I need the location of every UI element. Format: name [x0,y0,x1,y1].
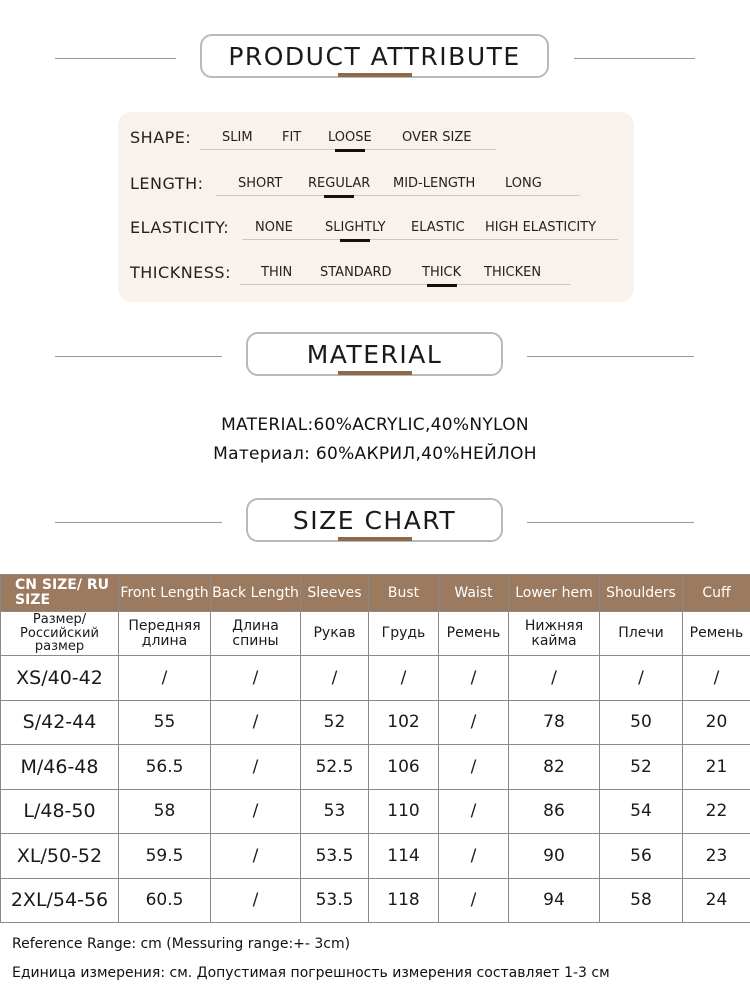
reference-note-en: Reference Range: cm (Messuring range:+- 3cm) [12,936,351,952]
measurement-cell: 94 [509,878,600,923]
measurement-cell: 53.5 [301,878,369,923]
measurement-cell: / [211,834,301,879]
material-text-ru: Материал: 60%АКРИЛ,40%НЕЙЛОН [213,444,537,464]
measurement-cell: 78 [509,700,600,745]
divider-line [574,58,695,59]
measurement-cell: 50 [600,700,683,745]
table-row [1,745,750,790]
attribute-option: ELASTIC [411,220,465,235]
attribute-option: FIT [282,130,302,145]
measurement-cell: / [301,656,369,701]
table-row [1,656,750,701]
product-attribute-title: PRODUCT ATTRIBUTE [200,34,549,78]
measurement-cell: 22 [683,789,750,834]
table-header-cell: Ремень [683,612,750,656]
measurement-cell: 52 [600,745,683,790]
measurement-cell: 23 [683,834,750,879]
attribute-option: LONG [505,176,542,191]
product-attribute-header [0,34,750,84]
table-header-cell: CN SIZE/ RU SIZE [1,575,119,612]
measurement-cell: 53 [301,789,369,834]
size-chart-header [0,498,750,548]
attribute-row-thickness [118,259,634,289]
measurement-cell: / [211,745,301,790]
size-label-cell: M/46-48 [1,745,119,790]
table-header-cell: Back Length [211,575,301,612]
attribute-option-selected: LOOSE [328,130,372,145]
measurement-cell: / [683,656,750,701]
measurement-cell: 60.5 [119,878,211,923]
title-accent-bar [338,371,412,375]
attribute-underline [242,239,618,240]
attribute-option: MID-LENGTH [393,176,476,191]
divider-line [55,58,176,59]
table-row [1,700,750,745]
measurement-cell: / [439,789,509,834]
measurement-cell: 21 [683,745,750,790]
measurement-cell: 102 [369,700,439,745]
measurement-cell: 58 [600,878,683,923]
table-row [1,789,750,834]
measurement-cell: 59.5 [119,834,211,879]
measurement-cell: 24 [683,878,750,923]
measurement-cell: 54 [600,789,683,834]
material-text-en: MATERIAL:60%ACRYLIC,40%NYLON [221,415,529,435]
table-header-cell: Грудь [369,612,439,656]
attribute-label: SHAPE: [130,128,192,147]
divider-line [55,356,222,357]
attribute-label: THICKNESS: [130,263,231,282]
table-header-cell: Lower hem [509,575,600,612]
measurement-cell: 90 [509,834,600,879]
table-header-cell: Размер/ Российский размер [1,612,119,656]
table-header-cell: Waist [439,575,509,612]
measurement-cell: / [369,656,439,701]
measurement-cell: / [119,656,211,701]
measurement-cell: / [439,878,509,923]
table-header-cell: Shoulders [600,575,683,612]
attribute-option-selected: THICK [422,265,462,280]
size-label-cell: L/48-50 [1,789,119,834]
table-header-cell: Плечи [600,612,683,656]
measurement-cell: 118 [369,878,439,923]
material-header [0,332,750,382]
measurement-cell: / [439,700,509,745]
size-chart-table [0,574,750,923]
measurement-cell: 114 [369,834,439,879]
measurement-cell: 110 [369,789,439,834]
attribute-option: HIGH ELASTICITY [485,220,597,235]
measurement-cell: 56.5 [119,745,211,790]
table-header-cell: Передняя длина [119,612,211,656]
measurement-cell: 82 [509,745,600,790]
measurement-cell: / [509,656,600,701]
attribute-option-selected: REGULAR [308,176,371,191]
measurement-cell: 106 [369,745,439,790]
table-row [1,834,750,879]
attribute-option: THICKEN [484,265,542,280]
measurement-cell: 52 [301,700,369,745]
measurement-cell: 86 [509,789,600,834]
attribute-row-length [118,170,634,200]
table-header-cell: Рукав [301,612,369,656]
table-header-cell: Ремень [439,612,509,656]
attribute-option: OVER SIZE [402,130,472,145]
title-accent-bar [338,537,412,541]
attribute-option: THIN [261,265,293,280]
measurement-cell: / [211,700,301,745]
measurement-cell: 52.5 [301,745,369,790]
attribute-row-elasticity [118,214,634,244]
divider-line [527,356,694,357]
measurement-cell: / [439,834,509,879]
measurement-cell: / [211,656,301,701]
attribute-option: NONE [255,220,293,235]
size-label-cell: XL/50-52 [1,834,119,879]
measurement-cell: 53.5 [301,834,369,879]
reference-note-ru: Единица измерения: см. Допустимая погрешность измерения составляет 1-3 см [12,965,610,981]
attribute-label: LENGTH: [130,174,204,193]
attribute-label: ELASTICITY: [130,218,230,237]
measurement-cell: / [600,656,683,701]
attribute-option: SLIM [222,130,253,145]
measurement-cell: / [439,656,509,701]
attribute-option-selected: SLIGHTLY [325,220,386,235]
attribute-option: SHORT [238,176,283,191]
table-header-cell: Bust [369,575,439,612]
table-header-cell: Sleeves [301,575,369,612]
table-header-row-en [1,575,750,612]
table-header-cell: Front Length [119,575,211,612]
table-header-cell: Нижняя кайма [509,612,600,656]
measurement-cell: 56 [600,834,683,879]
material-title: MATERIAL [246,332,503,376]
table-header-cell: Cuff [683,575,750,612]
measurement-cell: / [211,789,301,834]
divider-line [527,522,694,523]
table-row [1,878,750,923]
table-header-cell: Длина спины [211,612,301,656]
attribute-underline [240,284,570,285]
title-accent-bar [338,73,412,77]
table-header-row-ru [1,612,750,656]
size-label-cell: XS/40-42 [1,656,119,701]
measurement-cell: / [439,745,509,790]
size-label-cell: 2XL/54-56 [1,878,119,923]
attribute-row-shape [118,124,634,154]
attribute-panel [118,112,634,302]
divider-line [55,522,222,523]
measurement-cell: 55 [119,700,211,745]
measurement-cell: 20 [683,700,750,745]
size-label-cell: S/42-44 [1,700,119,745]
attribute-underline [216,195,580,196]
measurement-cell: 58 [119,789,211,834]
measurement-cell: / [211,878,301,923]
attribute-option: STANDARD [320,265,392,280]
size-chart-title: SIZE CHART [246,498,503,542]
